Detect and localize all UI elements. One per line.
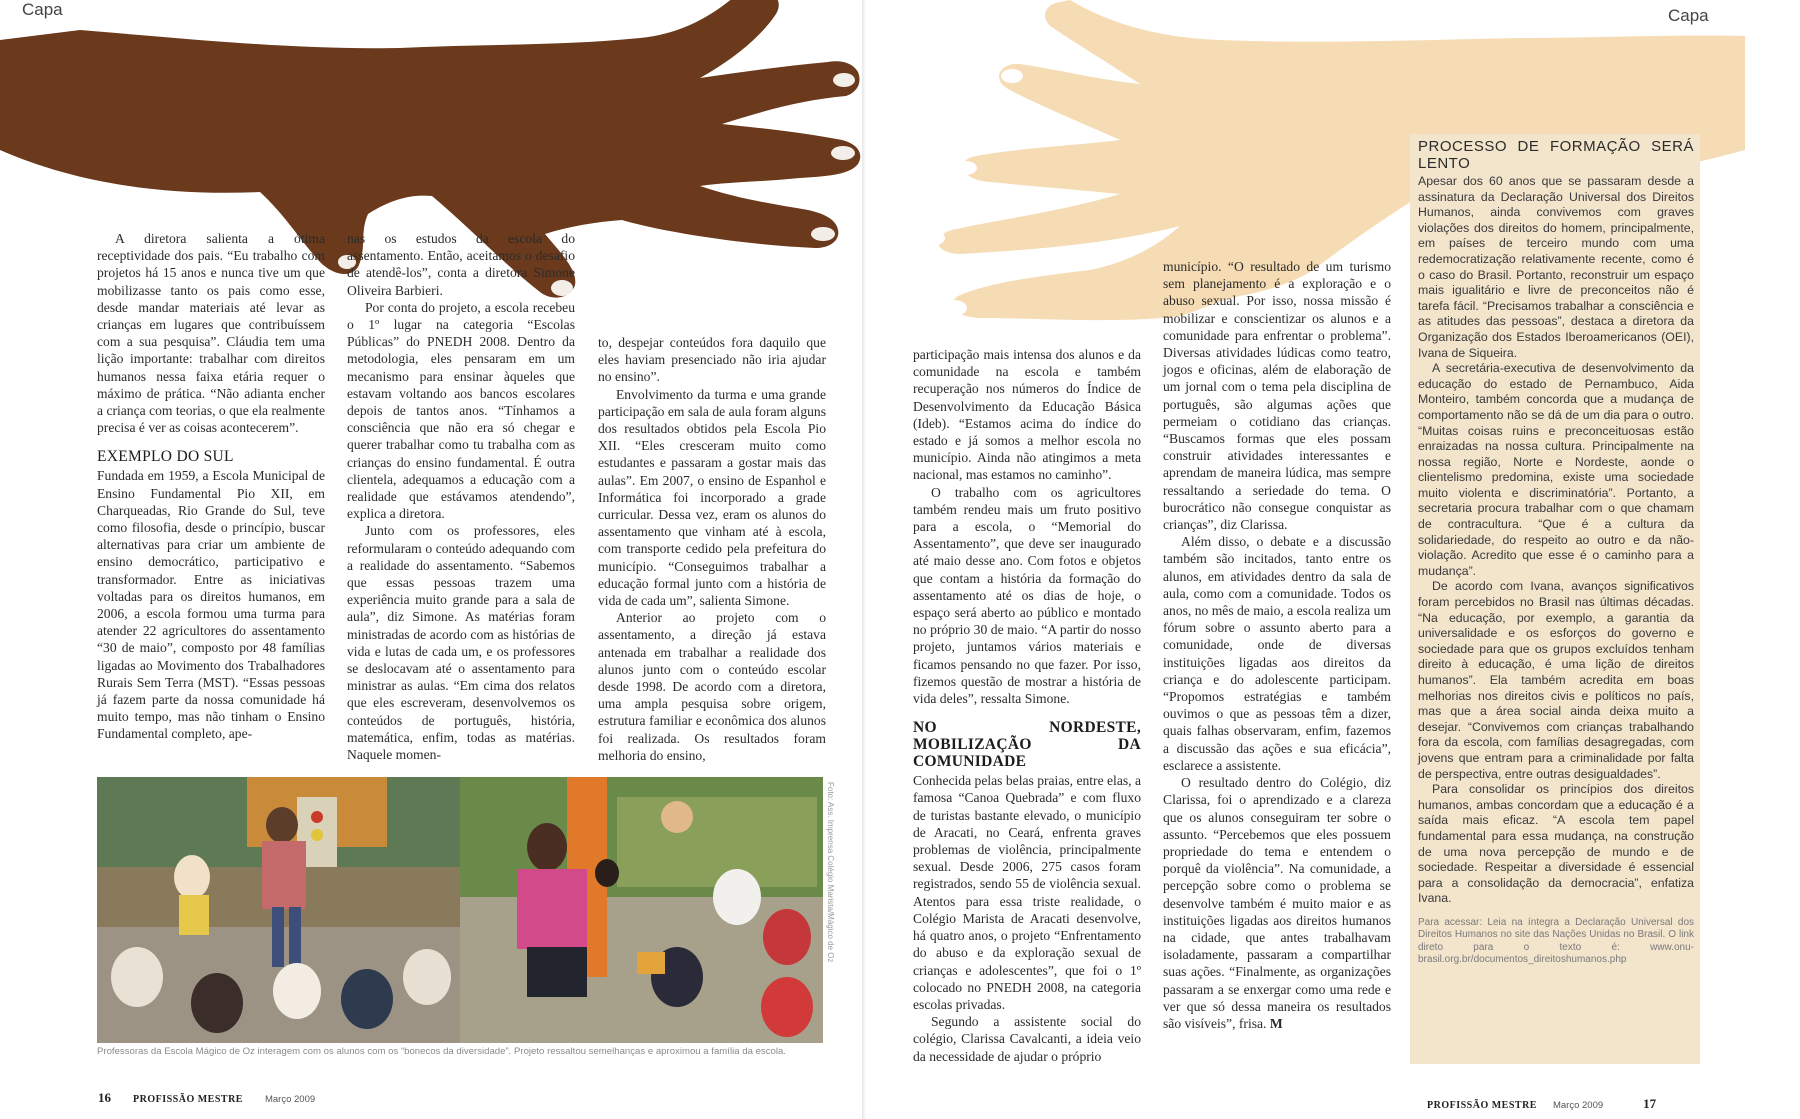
sidebar-title: PROCESSO DE FORMAÇÃO SERÁ LENTO bbox=[1418, 138, 1694, 172]
page-number-right: 17 bbox=[1643, 1096, 1657, 1111]
magazine-name-right: PROFISSÃO MESTRE bbox=[1427, 1100, 1537, 1111]
section-tag-left: Capa bbox=[22, 0, 63, 19]
paragraph-text: O resultado dentro do Colégio, diz Clarissa, foi o aprendizado e a clareza que os alunos conseguiram ter sobre o assunto. “Percebemos que eles possuem propriedade do tema e entendem o porquê da violência”. Na comunidade, a percepção sobre como o problema se desenvolve também é muito maior e as instituições ligadas aos direitos humanos na cidade, que antes trabalhavam isoladamente, passaram a compartilhar suas ações. “Finalmente, as organizações passaram a se enxergar como uma rede e ver que só dessa maneira os resultados são visíveis”, frisa. bbox=[1163, 775, 1391, 1031]
issue-date-left: Março 2009 bbox=[264, 1094, 316, 1105]
photo-credit: Foto: Ass. Imprensa Colégio Marista/Mágico de Oz bbox=[826, 782, 835, 963]
paragraph: Conhecida pelas belas praias, entre elas, a famosa “Canoa Quebrada” e com fluxo de turistas bastante elevado, o município de Aracati, no Ceará, enfrenta graves problemas de violência, principalmente sexual. Desde 2006, 275 casos foram registrados, sendo 55 de violência sexual. Atentos para essa triste realidade, o Colégio Marista de Aracati desenvolve, há quatro anos, o projeto “Enfrentamento do abuso e da exploração sexual de crianças e adolescentes”, que foi o 1º colocado no PNEDH 2008, na categoria escolas privadas. bbox=[913, 773, 1141, 1012]
sidebar-paragraph: A secretária-executiva de desenvolvimento da educação do estado de Pernambuco, Aida Monteiro, também concorda que a mudança de comportamento não se dá de um dia para o outro. “Muitas coisas ruins e preconceituosas estão enraizadas na nossa cultura. Principalmente na nossa região, Norte e Nordeste, aonde o clientelismo predomina, existe uma sociedade muito violenta e discriminatória”. Portanto, a secretaria procura trabalhar com o que chamam de contracultura. “Que é a cultura da solidariedade, do respeito ao outro e da não-violação. Acredito que esse é o caminho para a mudança”. bbox=[1418, 361, 1694, 578]
paragraph: O trabalho com os agricultores também rendeu mais um fruto positivo para a escola, o “Memorial do Assentamento”, que deve ser inaugurado até maio desse ano. Com fotos e objetos que contam a história da formação do assentamento até os dias de hoje, o espaço será aberto ao público e montado no próprio 30 de maio. “A partir do nosso projeto, juntamos vários materiais e ficamos pensando no que fazer. Por isso, fizemos questão de mostrar a história de vida deles”, ressalta Simone. bbox=[913, 484, 1141, 707]
sidebar-paragraph: Apesar dos 60 anos que se passaram desde a assinatura da Declaração Universal dos Direitos Humanos, ainda convivemos com graves violações dos direitos do homem, principalmente, em países de terceiro mundo com uma redemocratização relativamente recente, como é o caso do Brasil. Portanto, reconstruir um espaço mais igualitário e livre de preconceitos não é tarefa fácil. “Precisamos trabalhar a consciência e as atitudes das pessoas”, destaca a diretora da Organização dos Estados Iberoamericanos (OEI), Ivana de Siqueira. bbox=[1418, 174, 1694, 360]
footer-right bbox=[1427, 1095, 1656, 1113]
page-number-left: 16 bbox=[98, 1090, 111, 1105]
sidebar-note: Para acessar: Leia na íntegra a Declaração Universal dos Direitos Humanos no site das Nações Unidas no Brasil. O link direto para o texto é: www.onu-brasil.org.br/documentos_direitoshumanos.php bbox=[1418, 916, 1694, 966]
sidebar-paragraph: De acordo com Ivana, avanços significativos foram percebidos no Brasil nas últimas décadas. “Na educação, por exemplo, a garantia da universalidade e os esforços do governo e sociedade para que os grupos excluídos tenham direito à educação, é uma lição de direitos humanos”. Ela também acredita em boas melhorias nos direitos civis e políticos no país, mas que a área social ainda deixa muito a desejar. “Convivemos com crianças trabalhando fora da escola, com famílias desagregadas, com jovens que entram para a criminalidade por falta de perspectiva, entre outras desigualdades”. bbox=[1418, 579, 1694, 781]
section-tag-right: Capa bbox=[1668, 6, 1709, 25]
paragraph: Segundo a assistente social do colégio, Clarissa Cavalcanti, a ideia veio da necessidade de ajudar o próprio bbox=[913, 1014, 1141, 1064]
paragraph: participação mais intensa dos alunos e da comunidade na escola e também recuperação nos números do Índice de Desenvolvimento da Educação Básica (Ideb). “Estamos acima do índice do estado e já somos a melhor escola no município. Ainda não atingimos a meta nacional, mas estamos no caminho”. bbox=[913, 347, 1141, 483]
subheading-exemplo-do-sul: EXEMPLO DO SUL bbox=[97, 448, 234, 466]
article-column-3 bbox=[598, 334, 826, 764]
sidebar-box bbox=[1410, 134, 1700, 1064]
article-column-4 bbox=[913, 346, 1141, 1065]
footer-left bbox=[98, 1089, 333, 1107]
sidebar-paragraph: Para consolidar os princípios dos direitos humanos, ambas concordam que a educação é a saída mais eficaz. “A escola tem papel fundamental para essa mudança, na construção de uma nova percepção de mundo e de sociedade. Respeitar a diversidade é essencial para a consolidação da democracia”, enfatiza Ivana. bbox=[1418, 782, 1694, 906]
paragraph bbox=[1163, 774, 1391, 1032]
end-mark: M bbox=[1269, 1015, 1283, 1031]
article-column-1 bbox=[97, 230, 325, 743]
paragraph: município. “O resultado de um turismo sem planejamento é a exploração e o abuso sexual. Por isso, nossa missão é mobilizar e conscientizar os alunos e a comunidade para enfrentar o problema”. Diversas atividades lúdicas como teatro, jogos e oficinas, além de elaboração de um jornal com o tema pela disciplina de português, são algumas ações que permeiam o cotidiano das crianças. “Buscamos formas que eles possam construir atividades interessantes e aprendam de maneira lúdica, mas sempre ressaltando a seriedade do tema. O burocrático não consegue conquistar as crianças”, diz Clarissa. bbox=[1163, 259, 1391, 533]
magazine-name-left: PROFISSÃO MESTRE bbox=[133, 1094, 243, 1105]
paragraph: Fundada em 1959, a Escola Municipal de Ensino Fundamental Pio XII, em Charqueadas, Rio Grande do Sul, teve como filosofia, desde o princípio, buscar alternativas para criar um ambiente de ensino democrático, participativo e transformador. Entre as iniciativas voltadas para os direitos humanos, em 2006, a escola formou uma turma para atender 22 agricultores do assentamento “30 de maio”, composto por 48 famílias ligadas ao Movimento dos Trabalhadores Rurais Sem Terra (MST). “Essas pessoas já fazem parte da nossa comunidade há muito tempo, mas não tinham o Ensino Fundamental completo, ape- bbox=[97, 468, 325, 742]
subheading-no-nordeste: NO NORDESTE, MOBILIZAÇÃO DA COMUNIDADE bbox=[913, 719, 1141, 771]
paragraph: Envolvimento da turma e uma grande participação em sala de aula foram alguns dos resultados obtidos pela Escola Pio XII. “Eles cresceram muito como estudantes e passaram a gostar mais das aulas”. Em 2007, o ensino de Espanhol e Informática foi incorporado a grade curricular. Dessa vez, eram os alunos do assentamento que vinham até à escola, com transporte cedido pela prefeitura do município. “Conseguimos trabalhar a educação formal junto com a história de vida de cada um”, salienta Simone. bbox=[598, 386, 826, 609]
photo-illustration bbox=[97, 777, 823, 1043]
paragraph: Junto com os professores, eles reformularam o conteúdo adequando com a realidade do assentamento. “Sabemos que essas pessoas trazem uma experiência muito grande para a sala de aula”, diz Simone. As matérias foram ministradas de acordo com as histórias de vida e lutas de cada um, e os professores se deslocavam até o assentamento para ministrar as aulas. “Em cima dos relatos que eles escreveram, desenvolvemos os conteúdos de português, história, matemática, enfim, todas as matérias. Naquele momen- bbox=[347, 523, 575, 763]
photo-caption: Professoras da Escola Mágico de Oz interagem com os alunos com os “bonecos da diversidade”. Projeto ressaltou semelhanças e aproximou a família da escola. bbox=[97, 1046, 786, 1057]
article-column-5 bbox=[1163, 258, 1391, 1032]
paragraph: Além disso, o debate e a discussão também são incitados, tanto entre os alunos, em atividades dentro da sala de aula, como com a comunidade. Todos os anos, no mês de maio, a escola realiza um fórum sobre o assunto aberto para a comunidade, onde de diversas instituições ligadas aos direitos da criança e do adolescente participam. “Propomos estratégias e também ouvimos o que as pessoas têm a dizer, quais falhas observaram, enfim, fazemos a discussão das ações e sua eficácia”, esclarece a assistente. bbox=[1163, 534, 1391, 773]
paragraph: to, despejar conteúdos fora daquilo que eles haviam presenciado não iria ajudar no ensino”. bbox=[598, 335, 826, 385]
paragraph: nas os estudos da escola do assentamento. Então, aceitamos o desafio de atendê-los”, conta a diretora Simone Oliveira Barbieri. bbox=[347, 231, 575, 298]
paragraph: A diretora salienta a ótima receptividade dos pais. “Eu trabalho com projetos há 15 anos e nunca tive um que mobilizasse tanto os pais como esse, desde mandar materiais até levar as crianças em lugares que contribuíssem com a sua pesquisa”. Cláudia tem uma lição importante: trabalhar com direitos humanos nessa faixa etária requer o máximo de prática. “Não adianta encher a criança com teorias, o que ela realmente precisa é ver as coisas acontecerem”. bbox=[97, 231, 325, 436]
paragraph: Por conta do projeto, a escola recebeu o 1º lugar na categoria “Escolas Públicas” do PNEDH 2008. Dentro da metodologia, eles pensaram em um mecanismo para ensinar àqueles que estavam voltando aos bancos escolares depois de tantos anos. “Tínhamos a consciência que não era só chegar e querer trabalhar como tu trabalha com as crianças do ensino fundamental. É outra clientela, adequamos a educação com a realidade que estávamos atendendo”, explica a diretora. bbox=[347, 299, 575, 522]
paragraph: Anterior ao projeto com o assentamento, a direção já estava antenada em trabalhar a realidade dos alunos junto com o conteúdo escolar desde 1998. De acordo com a diretora, uma ampla pesquisa sobre origem, estrutura familiar e econômica dos alunos foi realizada. Os resultados foram melhoria do ensino, bbox=[598, 610, 826, 763]
classroom-photo bbox=[97, 777, 823, 1043]
issue-date-right: Março 2009 bbox=[1552, 1100, 1604, 1111]
article-column-2 bbox=[347, 230, 575, 763]
